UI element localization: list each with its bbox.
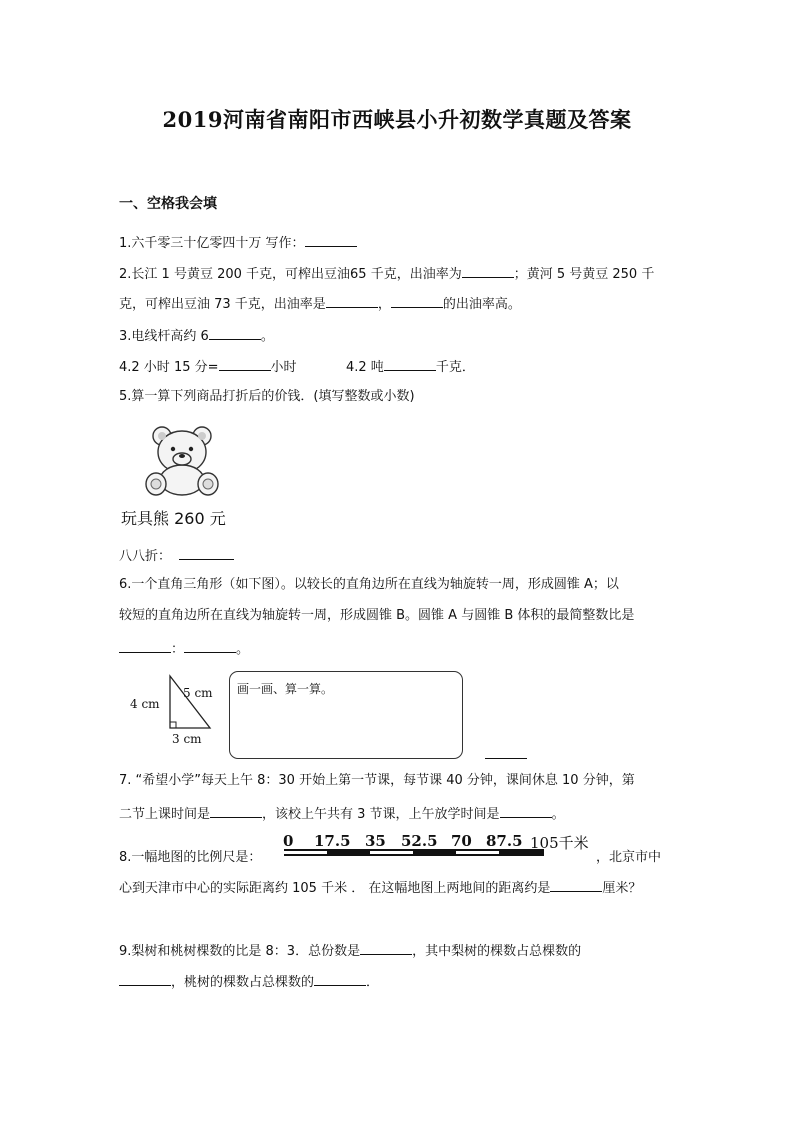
question-6-line3 — [119, 638, 249, 659]
q8-after-text: ，北京市中 — [596, 850, 662, 865]
q9-text-3: ，桃树的棵数占总棵数的 — [171, 975, 315, 990]
q7-blank-2 — [500, 803, 552, 818]
q4-text-a: 4.2 小时 15 分= — [119, 360, 219, 375]
question-2-line2 — [119, 293, 521, 314]
question-7-line2 — [119, 803, 565, 824]
scale-label-4: 70 — [451, 832, 472, 850]
question-1 — [119, 232, 357, 253]
question-3 — [119, 325, 274, 346]
question-9-line1 — [119, 940, 581, 961]
q4-text-c: 4.2 吨 — [346, 360, 384, 375]
q4-text-d: 千克． — [435, 360, 475, 375]
q3-blank — [209, 325, 261, 340]
q6-blank-2 — [184, 638, 236, 653]
q2-blank-1 — [462, 263, 514, 278]
q1-text: 1.六千零三十亿零四十万 写作： — [119, 236, 305, 251]
q6-blank-1 — [119, 638, 171, 653]
q7-text-3: ，该校上午共有 3 节课，上午放学时间是 — [262, 807, 500, 822]
q9-blank-2 — [119, 971, 171, 986]
triangle-shape — [170, 676, 210, 728]
bear-price-label: 玩具熊 260 元 — [121, 509, 226, 528]
scale-segment-2 — [327, 851, 370, 854]
q2-text-d: ， — [377, 297, 391, 312]
question-8-line2 — [119, 877, 641, 898]
scale-label-6: 105千米 — [530, 834, 589, 852]
question-6-line2 — [119, 607, 634, 625]
q4-text-b: 小时 — [270, 360, 297, 375]
scale-label-1: 17.5 — [314, 832, 351, 850]
q2-blank-3 — [391, 293, 443, 308]
teddy-bear-image — [140, 418, 245, 498]
scale-label-0: 0 — [283, 832, 294, 850]
q9-blank-1 — [360, 940, 412, 955]
question-2-line1 — [119, 263, 654, 284]
q2-text-e: 的出油率高。 — [442, 297, 521, 312]
q5-discount-text: 八八折： — [119, 549, 172, 564]
q8-lead-text: 8.一幅地图的比例尺是： — [119, 850, 262, 865]
q6-text-2: 较短的直角边所在直线为轴旋转一周，形成圆锥 B。圆锥 A 与圆锥 B 体积的最简整数比是 — [119, 608, 635, 623]
q7-text-1: 7. “希望小学”每天上午 8：30 开始上第一节课，每节课 40 分钟，课间休息 10 分钟，第 — [119, 773, 635, 788]
scale-segment-4 — [413, 851, 456, 854]
q3-text: 3.电线杆高约 6 — [119, 329, 209, 344]
q5-blank — [179, 545, 234, 560]
q2-text-a: 2.长江 1 号黄豆 200 千克，可榨出豆油65 千克，出油率为 — [119, 267, 462, 282]
q2-text-c: 克，可榨出豆油 73 千克，出油率是 — [119, 297, 326, 312]
right-angle-mark — [170, 722, 176, 728]
q9-text-1: 9.梨树和桃树棵数的比是 8：3．总份数是 — [119, 944, 361, 959]
work-box-label: 画一画、算一算。 — [237, 682, 334, 696]
question-4-second — [346, 356, 475, 377]
side-label-left: 4 cm — [130, 697, 160, 711]
scale-bar-bottom-line — [284, 854, 544, 856]
side-label-hypotenuse: 5 cm — [183, 686, 213, 700]
q7-blank-1 — [210, 803, 262, 818]
q6-text-1: 6.一个直角三角形（如下图）。以较长的直角边所在直线为轴旋转一周，形成圆锥 A；以 — [119, 577, 619, 592]
question-8-lead — [119, 849, 261, 867]
scale-label-2: 35 — [365, 832, 386, 850]
q2-text-b: ；黄河 5 号黄豆 250 千 — [513, 267, 655, 282]
q6-tail: 。 — [236, 642, 250, 657]
q8-text-3: 厘米？ — [602, 881, 642, 896]
q5-text: 5.算一算下列商品打折后的价钱．(填写整数或小数) — [119, 389, 415, 404]
q7-text-2: 二节上课时间是 — [119, 807, 211, 822]
q6-extra-blank — [485, 758, 527, 759]
q9-tail: ． — [366, 975, 380, 990]
q9-text-2: ，其中梨树的棵数占总棵数的 — [412, 944, 582, 959]
question-6-line1 — [119, 576, 619, 594]
q1-blank — [305, 232, 357, 247]
q6-colon: ： — [171, 642, 185, 657]
page-title: 2019河南省南阳市西峡县小升初数学真题及答案 — [162, 107, 632, 132]
q8-blank — [550, 877, 602, 892]
question-5 — [119, 388, 415, 406]
q5-discount — [119, 545, 234, 566]
map-scale-bar — [283, 832, 603, 872]
q9-blank-3 — [314, 971, 366, 986]
question-9-line2 — [119, 971, 379, 992]
section-heading: 一、空格我会填 — [119, 196, 217, 212]
scale-label-3: 52.5 — [401, 832, 438, 850]
q8-text-2: 心到天津市中心的实际距离约 105 千米 ． 在这幅地图上两地间的距离约是 — [119, 881, 551, 896]
q4-blank-1 — [219, 356, 271, 371]
q3-tail: 。 — [260, 329, 274, 344]
q4-blank-2 — [384, 356, 436, 371]
q7-text-4: 。 — [551, 807, 565, 822]
question-7-line1 — [119, 772, 635, 790]
scale-label-5: 87.5 — [486, 832, 523, 850]
question-4 — [119, 356, 297, 377]
question-8-after — [596, 849, 661, 867]
side-label-bottom: 3 cm — [172, 732, 202, 746]
q2-blank-2 — [326, 293, 378, 308]
